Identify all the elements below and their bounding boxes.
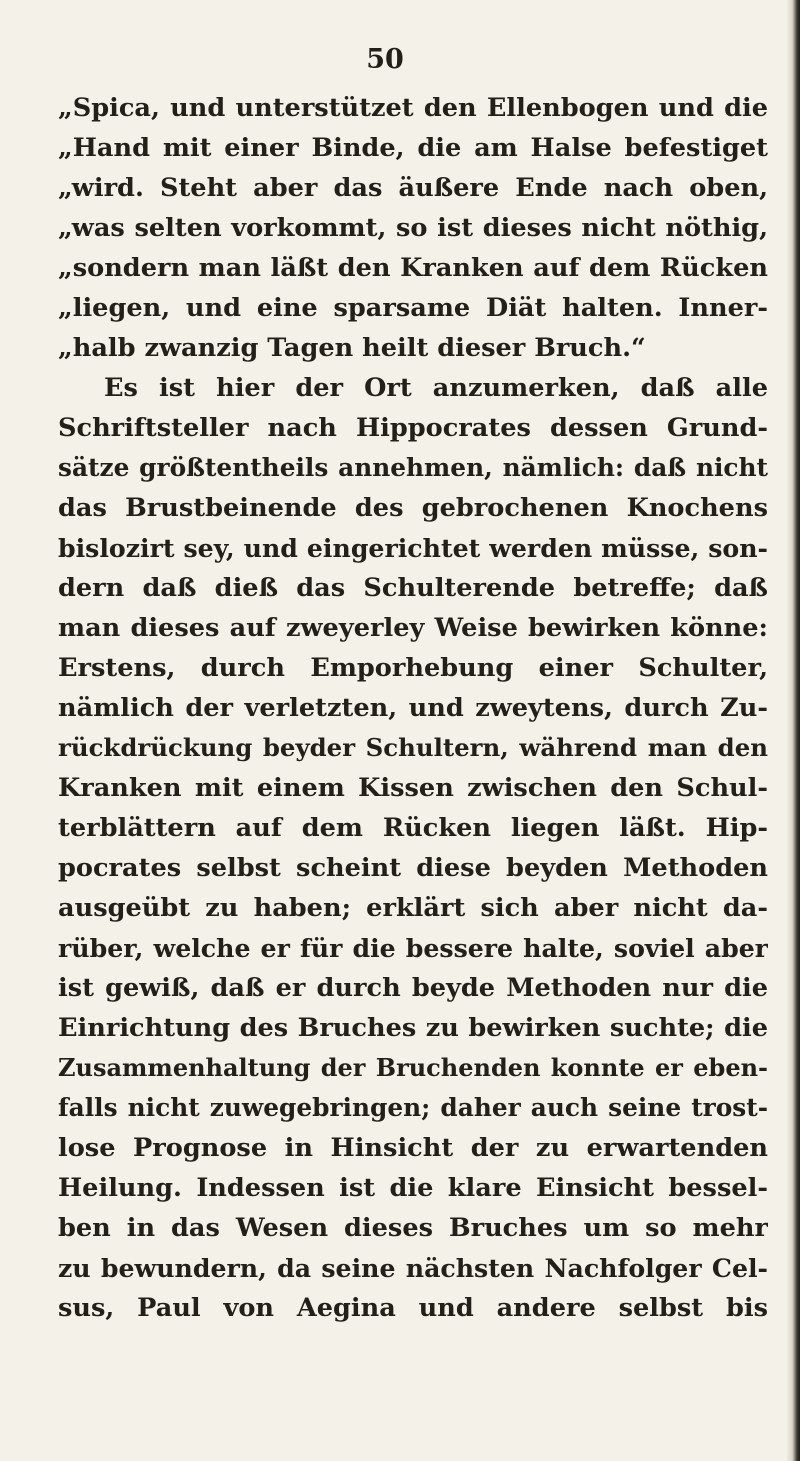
text-line: Kranken mit einem Kissen zwischen den Schul- — [58, 773, 768, 803]
text-line: pocrates selbst scheint diese beyden Methoden — [58, 853, 768, 883]
text-line: „Spica, und unterstützet den Ellenbogen und die — [58, 93, 768, 123]
text-line: zu bewundern, da seine nächsten Nachfolger Cel- — [58, 1253, 768, 1283]
page-edge-shadow — [786, 0, 800, 1461]
text-line: ben in das Wesen dieses Bruches um so mehr — [58, 1213, 768, 1243]
text-line: „was selten vorkommt, so ist dieses nicht nöthig, — [58, 213, 768, 243]
text-line: rückdrückung beyder Schultern, während man den — [58, 733, 768, 762]
body-text — [58, 88, 768, 1328]
text-line: „liegen, und eine sparsame Diät halten. Inner- — [58, 293, 768, 323]
text-line: sus, Paul von Aegina und andere selbst bis — [58, 1293, 768, 1323]
text-line: falls nicht zuwegebringen; daher auch seine trost- — [58, 1093, 768, 1122]
text-line: „sondern man läßt den Kranken auf dem Rücken — [58, 253, 768, 283]
text-line: rüber, welche er für die bessere halte, soviel aber — [58, 933, 768, 963]
text-line: terblättern auf dem Rücken liegen läßt. Hip- — [58, 813, 768, 843]
text-line: „Hand mit einer Binde, die am Halse befestiget — [58, 133, 768, 163]
text-line: ist gewiß, daß er durch beyde Methoden nur die — [58, 973, 768, 1003]
text-line: ausgeübt zu haben; erklärt sich aber nicht da- — [58, 893, 768, 923]
text-line: Erstens, durch Emporhebung einer Schulter, — [58, 653, 768, 683]
text-line: dern daß dieß das Schulterende betreffe; daß — [58, 573, 768, 603]
text-line: sätze größtentheils annehmen, nämlich: daß nicht — [58, 453, 768, 482]
text-line: „halb zwanzig Tagen heilt dieser Bruch.“ — [58, 333, 646, 363]
text-line: Es ist hier der Ort anzumerken, daß alle — [104, 373, 768, 403]
text-line: „wird. Steht aber das äußere Ende nach oben, — [58, 173, 768, 203]
text-line: bislozirt sey, und eingerichtet werden müsse, son- — [58, 533, 768, 563]
text-line: Zusammenhaltung der Bruchenden konnte er eben- — [58, 1053, 768, 1082]
text-line: Einrichtung des Bruches zu bewirken suchte; die — [58, 1013, 768, 1043]
text-line: Heilung. Indessen ist die klare Einsicht bessel- — [58, 1173, 768, 1203]
text-line: nämlich der verletzten, und zweytens, durch Zu- — [58, 693, 768, 723]
text-line: Schriftsteller nach Hippocrates dessen Grund- — [58, 413, 768, 443]
text-line: das Brustbeinende des gebrochenen Knochens — [58, 493, 768, 523]
page-number: 50 — [366, 44, 404, 75]
text-line: lose Prognose in Hinsicht der zu erwartenden — [58, 1133, 768, 1163]
text-line: man dieses auf zweyerley Weise bewirken könne: — [58, 613, 768, 643]
